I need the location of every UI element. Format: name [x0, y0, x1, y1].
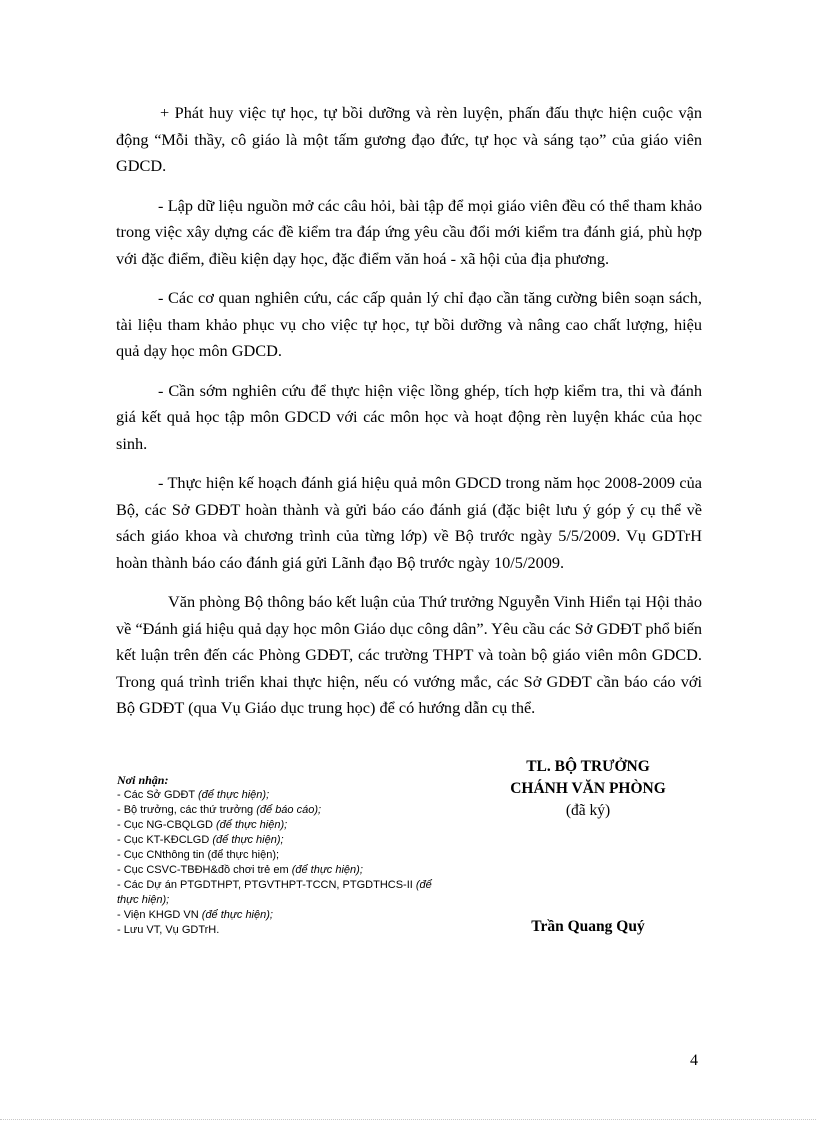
- signature-note: (đã ký): [565, 802, 611, 819]
- signature-title-line1: TL. BỘ TRƯỞNG: [526, 758, 650, 775]
- paragraph-self-study: + Phát huy việc tự học, tự bồi dưỡng và rèn luyện, phấn đấu thực hiện cuộc vận động “Mỗi thầy, cô giáo là một tấm gương đạo đức, tự học và sáng tạo” của giáo viên GDCD.: [116, 103, 702, 175]
- recipient-item: - Các Sở GDĐT (để thực hiện);: [117, 789, 270, 801]
- recipient-item: - Các Dự án PTGDTHPT, PTGVTHPT-TCCN, PTGDTHCS-II (để thực hiện);: [117, 879, 432, 906]
- recipients-heading: Nơi nhận:: [117, 773, 169, 787]
- recipient-item: - Cục KT-KĐCLGD (để thực hiện);: [117, 834, 284, 846]
- recipients-block: [117, 773, 447, 938]
- recipient-item: - Viện KHGD VN (để thực hiện);: [117, 909, 273, 921]
- paragraph-conclusion: Văn phòng Bộ thông báo kết luận của Thứ trưởng Nguyễn Vinh Hiển tại Hội thảo về “Đánh giá hiệu quả dạy học môn Giáo dục công dân”. Yêu cầu các Sở GDĐT phổ biến kết luận trên đến các Phòng GDĐT, các trường THPT và toàn bộ giáo viên môn GDCD. Trong quá trình triển khai thực hiện, nếu có vướng mắc, các Sở GDĐT cần báo cáo với Bộ GDĐT (qua Vụ Giáo dục trung học) để có hướng dẫn cụ thể.: [116, 592, 702, 717]
- paragraph-integration: - Cần sớm nghiên cứu để thực hiện việc lồng ghép, tích hợp kiểm tra, thi và đánh giá kết quả học tập môn GDCD với các môn học và hoạt động rèn luyện khác của học sinh.: [116, 380, 702, 453]
- recipient-item: - Cục NG-CBQLGD (để thực hiện);: [117, 819, 288, 831]
- page-number: 4: [690, 1052, 698, 1069]
- signature-title-line2: CHÁNH VĂN PHÒNG: [510, 780, 666, 797]
- page-bottom-rule: [0, 1119, 816, 1120]
- paragraph-evaluation-plan: - Thực hiện kế hoạch đánh giá hiệu quả môn GDCD trong năm học 2008-2009 của Bộ, các Sở GDĐT hoàn thành và gửi báo cáo đánh giá (đặc biệt lưu ý góp ý cụ thể về sách giáo khoa và chương trình của từng lớp) về Bộ trước ngày 5/5/2009. Vụ GDTrH hoàn thành báo cáo đánh giá gửi Lãnh đạo Bộ trước ngày 10/5/2009.: [116, 473, 702, 572]
- signature-block: [488, 756, 688, 822]
- paragraph-question-bank: - Lập dữ liệu nguồn mở các câu hỏi, bài tập để mọi giáo viên đều có thể tham khảo trong việc xây dựng các đề kiểm tra đáp ứng yêu cầu đổi mới kiểm tra đánh giá, phù hợp với đặc điểm, điều kiện dạy học, đặc điểm văn hoá - xã hội của địa phương.: [116, 195, 702, 268]
- paragraph-reference-materials: - Các cơ quan nghiên cứu, các cấp quản lý chỉ đạo cần tăng cường biên soạn sách, tài liệu tham khảo phục vụ cho việc tự học, tự bồi dưỡng và nâng cao chất lượng, hiệu quả dạy học môn GDCD.: [116, 288, 702, 360]
- body-text: [116, 100, 702, 735]
- signer-name: Trần Quang Quý: [531, 918, 645, 935]
- recipient-item: - Bộ trưởng, các thứ trưởng (để báo cáo);: [117, 804, 322, 816]
- recipient-item: - Cục CNthông tin (để thực hiện);: [117, 849, 280, 861]
- recipient-item: - Lưu VT, Vụ GDTrH.: [117, 924, 220, 936]
- recipient-item: - Cục CSVC-TBĐH&đồ chơi trẻ em (để thực hiện);: [117, 864, 363, 876]
